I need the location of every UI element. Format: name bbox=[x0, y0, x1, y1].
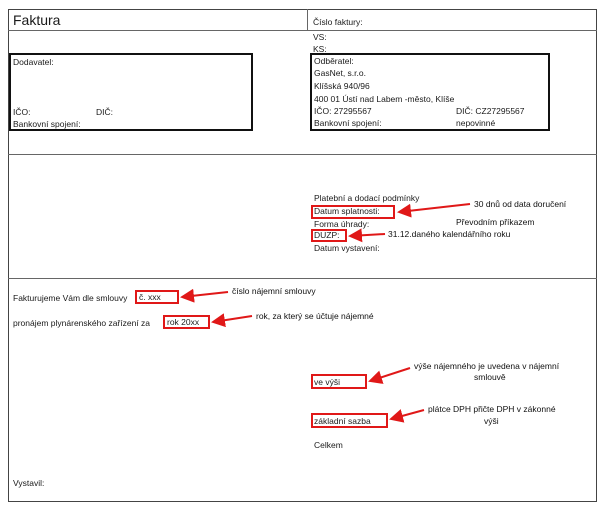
payment-conditions-label: Platební a dodací podmínky bbox=[314, 193, 420, 203]
duzp-arrow bbox=[350, 234, 385, 236]
vs-label: VS: bbox=[313, 32, 327, 42]
page-title: Faktura bbox=[13, 12, 61, 28]
issued-by-label: Vystavil: bbox=[13, 478, 45, 488]
customer-name: GasNet, s.r.o. bbox=[314, 68, 366, 78]
contract-number-value: č. xxx bbox=[139, 292, 161, 302]
vat-rate-arrow bbox=[391, 410, 424, 419]
due-date-label: Datum splatnosti: bbox=[314, 206, 380, 216]
customer-dic: DIČ: CZ27295567 bbox=[456, 106, 525, 116]
payment-form-note: Převodním příkazem bbox=[456, 217, 535, 227]
customer-street: Klíšská 940/96 bbox=[314, 81, 370, 91]
lease-line-prefix: pronájem plynárenského zařízení za bbox=[13, 318, 151, 328]
due-date-arrow bbox=[399, 204, 470, 212]
total-label: Celkem bbox=[314, 440, 343, 450]
contract-number-note: číslo nájemní smlouvy bbox=[232, 286, 316, 296]
payment-form-label: Forma úhrady: bbox=[314, 219, 370, 229]
supplier-bank-label: Bankovní spojení: bbox=[13, 119, 81, 129]
amount-arrow bbox=[370, 368, 410, 381]
supplier-dic-label: DIČ: bbox=[96, 107, 113, 117]
issue-date-label: Datum vystavení: bbox=[314, 243, 380, 253]
vat-note-line2: výši bbox=[484, 416, 499, 426]
lease-year-value: rok 20xx bbox=[167, 317, 200, 327]
lease-year-arrow bbox=[213, 316, 252, 322]
customer-heading: Odběratel: bbox=[314, 56, 354, 66]
customer-ico: IČO: 27295567 bbox=[314, 106, 372, 116]
supplier-heading: Dodavatel: bbox=[13, 57, 54, 67]
year-note: rok, za který se účtuje nájemné bbox=[256, 311, 374, 321]
vat-rate-value: základní sazba bbox=[314, 416, 371, 426]
duzp-label: DUZP: bbox=[314, 230, 340, 240]
supplier-ico-label: IČO: bbox=[13, 107, 31, 117]
contract-number-arrow bbox=[182, 292, 228, 297]
invoice-number-label: Číslo faktury: bbox=[313, 17, 363, 27]
vat-note-line1: plátce DPH přičte DPH v zákonné bbox=[428, 404, 556, 414]
customer-bank-value: nepovinné bbox=[456, 118, 496, 128]
customer-bank-label: Bankovní spojení: bbox=[314, 118, 382, 128]
amount-note-line1: výše nájemného je uvedena v nájemní bbox=[414, 361, 560, 371]
customer-city: 400 01 Ústí nad Labem -město, Klíše bbox=[314, 94, 455, 104]
ks-label: KS: bbox=[313, 44, 327, 54]
contract-line-prefix: Fakturujeme Vám dle smlouvy bbox=[13, 293, 128, 303]
duzp-note: 31.12.daného kalendářního roku bbox=[388, 229, 511, 239]
amount-note-line2: smlouvě bbox=[474, 372, 506, 382]
due-date-note: 30 dnů od data doručení bbox=[474, 199, 567, 209]
amount-value: ve výši bbox=[314, 377, 340, 387]
